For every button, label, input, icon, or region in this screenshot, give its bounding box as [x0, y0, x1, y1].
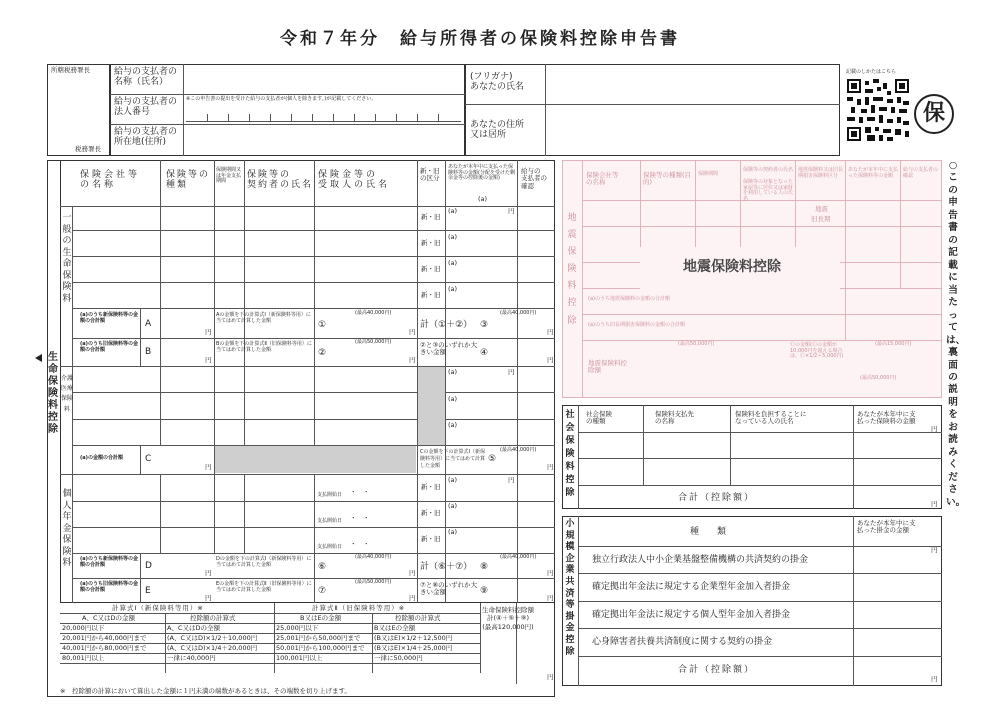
- quake-col-company: 保険会社等 の名称: [586, 171, 619, 187]
- quake-max50: (最高50,000円): [678, 341, 715, 347]
- c6-yen: 円: [409, 569, 416, 577]
- calc1-label: Aの金額を下の計算式Ⅰ（新保険料等用）に当てはめて計算した金額: [216, 312, 311, 324]
- life-total-label: 生命保険料控除額 計(④＋⑤＋⑨) (最高120,000円): [482, 606, 534, 631]
- total-12: 計（①＋②）: [420, 320, 473, 330]
- f2-row-3-calc: (B又はE)×1/4＋25,000円: [374, 644, 453, 652]
- f1-row-4-amount: 80,001円以上: [62, 654, 105, 662]
- sum-e-letter: E: [145, 586, 151, 596]
- c3-mark: ③: [480, 320, 489, 330]
- col-newold: 新・旧 の区分: [420, 167, 440, 183]
- formula1-title: 計算式Ⅰ（新保険料等用）※: [112, 604, 204, 612]
- office-label: 所轄税務署長: [51, 66, 90, 74]
- col-recipient: 保険金等の 受取人の氏名: [318, 170, 391, 191]
- f2-row-2-amount: 25,001円から50,000円まで: [276, 634, 361, 642]
- quake-col-class: 地震保険料又は旧長期損害保険料区分: [798, 167, 844, 179]
- sum-c-label: (a)の金額の合計額: [80, 455, 123, 461]
- newold-2[interactable]: 新・旧: [421, 239, 441, 247]
- c7-yen: 円: [409, 594, 416, 602]
- newold-7[interactable]: 新・旧: [421, 535, 441, 543]
- f2-header-calc: 控除額の計算式: [395, 614, 441, 622]
- sum-c-yen: 円: [205, 463, 212, 471]
- calc2-label: Bの金額を下の計算式Ⅱ（旧保険料等用）に当てはめて計算した金額: [216, 341, 312, 353]
- larger2-label: ⑦と⑧のいずれか大きい金額: [420, 581, 478, 597]
- sum-e-label: (a)のうち旧保険料等の金額の合計額: [80, 581, 138, 593]
- pension-start-1: 支払開始日: [317, 492, 343, 498]
- calc-d-label: Dの金額を下の計算式Ⅰ（新保険料等用）に当てはめて計算した金額: [216, 556, 312, 568]
- c1-mark: ①: [318, 320, 327, 330]
- col-company: 保険会社等 の名称: [80, 170, 141, 191]
- a-mark-6: (a): [448, 395, 458, 403]
- f2-row-1-amount: 25,000円以下: [276, 624, 319, 632]
- a-mark-3: (a): [448, 259, 458, 267]
- a-mark-9: (a): [448, 502, 458, 510]
- page-title: 令和７年分 給与所得者の保険料控除申告書: [280, 29, 680, 49]
- sum-a-letter: A: [145, 319, 152, 329]
- c9-mark: ⑨: [480, 586, 489, 596]
- payer-address-label: 給与の支払者の 所在地(住所): [114, 127, 178, 148]
- quake-opt2[interactable]: 旧長期: [811, 215, 831, 223]
- newold-5[interactable]: 新・旧: [421, 483, 441, 491]
- sum-b-yen: 円: [205, 356, 212, 364]
- f2-row-1-calc: B又はEの全額: [374, 624, 416, 632]
- sum-b-label: (a)のうち旧保険料等の金額の合計額: [80, 341, 138, 353]
- quake-col-target: 保険等の対象となった家屋等に居住又は家財を利用している人の氏名: [743, 179, 794, 202]
- quake-col-period: 保険期間: [698, 171, 719, 177]
- yen-1: 円: [508, 207, 515, 215]
- small-biz-row-1: 独立行政法人中小企業基盤整備機構の共済契約の掛金: [592, 555, 809, 565]
- care-calc-shade: [215, 446, 416, 473]
- calc-e-label: Eの金額を下の計算式Ⅱ（旧保険料等用）に当てはめて計算した金額: [216, 581, 312, 593]
- date-2[interactable]: ・ ・: [350, 514, 370, 522]
- quake-max50-2: (最高50,000円): [860, 375, 897, 381]
- quake-col-paid: あなたが本年中に支払った保険料等の金額: [848, 167, 899, 179]
- formula2-title: 計算式Ⅱ（旧保険料等用）※: [312, 604, 406, 612]
- col-period: 保険期間又は年金支払期間: [216, 167, 242, 184]
- quake-calc-note: Ⓒの金額(Ⓒの金額が10,000円を超える場合は、Ⓒ×1/2＋5,000円): [790, 342, 844, 359]
- quake-max15: (最高15,000円): [875, 341, 912, 347]
- quake-col-contractor: 保険等の契約者の氏名: [743, 167, 794, 173]
- quake-col-kind: 保険等の種類(目的): [643, 171, 692, 187]
- seal-icon: 保: [914, 94, 954, 134]
- date-1[interactable]: ・ ・: [350, 488, 370, 496]
- social-total-yen: 円: [931, 500, 938, 508]
- yen-8: 円: [508, 476, 515, 484]
- newold-6[interactable]: 新・旧: [421, 509, 441, 517]
- sum-c-letter: C: [145, 454, 152, 464]
- col-payer: 給与の 支払者の 確認: [521, 167, 547, 190]
- f1-header-amount: A、C又はDの金額: [82, 614, 135, 622]
- office-suffix: 税務署長: [75, 145, 101, 153]
- general-life-label: 一般の生命保険料: [62, 213, 72, 304]
- quake-col-payer: 給与の支払者の確認: [903, 167, 939, 179]
- total-67: 計（⑥＋⑦）: [420, 562, 473, 572]
- care-newold-shade: [418, 367, 445, 445]
- qr-caption: 記載のしかたはこちら: [846, 69, 897, 75]
- date-3[interactable]: ・ ・: [350, 540, 370, 548]
- small-biz-row-3: 確定拠出年金法に規定する個人型年金加入者掛金: [592, 610, 791, 620]
- sum-d-yen: 円: [205, 569, 212, 577]
- social-col-bearer: 保険料を負担することに なっている人の氏名: [735, 410, 807, 426]
- small-biz-total-yen: 円: [931, 675, 938, 683]
- sum-e-yen: 円: [205, 594, 212, 602]
- f1-header-calc: 控除額の計算式: [190, 614, 236, 622]
- f2-row-4-calc: 一律に50,000円: [374, 654, 423, 662]
- social-col-payee: 保険料支払先 の名称: [655, 410, 694, 426]
- newold-3[interactable]: 新・旧: [421, 265, 441, 273]
- max40-1: (最高40,000円): [355, 310, 392, 316]
- c4-mark: ④: [480, 348, 489, 358]
- quake-opt1[interactable]: 地震: [815, 205, 828, 213]
- calc-c-label: Cの金額を下の計算式Ⅰ（新保険料等用）に当てはめて計算した金額: [420, 449, 486, 469]
- corporate-number-boxes[interactable]: [186, 108, 461, 122]
- social-side-label: 社会保険料控除: [565, 410, 575, 499]
- small-biz-col-kind: 種 類: [690, 527, 727, 537]
- small-biz-side-label: 小規模企業共済等掛金控除: [565, 519, 575, 657]
- f1-row-3-amount: 40,001円から80,000円まで: [62, 644, 147, 652]
- furigana-label: (フリガナ) あなたの氏名: [470, 72, 525, 93]
- qr-code-icon[interactable]: [847, 79, 909, 141]
- quake-side-label: 地震保険料控除: [567, 213, 577, 326]
- col-contractor: 保険等の 契約者の氏名: [247, 170, 314, 191]
- max40-3: (最高40,000円): [500, 447, 537, 453]
- pension-start-3: 支払開始日: [317, 544, 343, 550]
- c5-mark: ⑤: [488, 454, 497, 464]
- pension-start-2: 支払開始日: [317, 518, 343, 524]
- f2-row-2-calc: (B又はE)×1/2＋12,500円: [374, 634, 453, 642]
- yen-5: 円: [508, 368, 515, 376]
- c9-yen: 円: [547, 594, 554, 602]
- sum-b-letter: B: [145, 347, 152, 357]
- quake-row-sum2: (a)のうち旧長期損害保険料の金額の合計額: [588, 322, 685, 328]
- pension-label: 個人年金保険料: [62, 489, 72, 569]
- header-office-box: [47, 64, 110, 156]
- max40-5: (最高40,000円): [500, 554, 537, 560]
- a-mark-5: (a): [448, 368, 458, 376]
- small-biz-yen: 円: [931, 546, 938, 554]
- f2-row-3-amount: 50,001円から100,000円まで: [276, 644, 365, 652]
- c5-yen: 円: [547, 463, 554, 471]
- quake-row-sum1: (a)のうち地震保険料の金額の合計額: [588, 296, 670, 302]
- social-col-kind: 社会保険 の種類: [586, 410, 612, 426]
- quake-title: 地震保険料控除: [683, 259, 781, 275]
- social-yen: 円: [931, 425, 938, 433]
- f2-row-4-amount: 100,001円以上: [276, 654, 323, 662]
- a-mark-2: (a): [448, 233, 458, 241]
- newold-1[interactable]: 新・旧: [421, 213, 441, 221]
- c4-yen: 円: [547, 356, 554, 364]
- c8-yen: 円: [547, 569, 554, 577]
- f2-header-amount: B又はEの金額: [300, 614, 342, 622]
- side-note: ○この申告書の記載に当たっては、裏面の説明をお読みください。: [946, 160, 966, 508]
- quake-deduct-label: 地震保険料控除額: [588, 359, 627, 375]
- payer-number-label: 給与の支払者の 法人番号: [114, 97, 178, 118]
- f1-row-1-amount: 20,000円以下: [62, 624, 105, 632]
- small-biz-total: 合計（控除額）: [678, 665, 756, 675]
- col-paid-a: (a): [478, 195, 488, 203]
- social-col-paid: あなたが本年中に支 払った保険料の金額: [857, 410, 916, 426]
- a-mark-1: (a): [448, 207, 458, 215]
- larger-label: ②と③のいずれか大きい金額: [420, 341, 478, 357]
- c8-mark: ⑧: [480, 562, 489, 572]
- c1-yen: 円: [409, 328, 416, 336]
- payer-name-label: 給与の支払者の 名称（氏名）: [114, 67, 178, 88]
- small-biz-row-4: 心身障害者扶養共済制度に関する契約の掛金: [592, 637, 773, 647]
- sum-d-label: (a)のうち新保険料等の金額の合計額: [80, 556, 138, 568]
- sum-a-yen: 円: [205, 328, 212, 336]
- col-kind: 保険等の 種類: [166, 170, 211, 191]
- f1-row-3-calc: (A、C又はD)×1/4＋20,000円: [167, 644, 258, 652]
- social-total: 合計（控除額）: [678, 493, 756, 503]
- life-total-yen: 円: [547, 673, 554, 681]
- sum-d-letter: D: [145, 561, 152, 571]
- newold-4[interactable]: 新・旧: [421, 291, 441, 299]
- max50-1: (最高50,000円): [355, 339, 392, 345]
- payer-number-note: ※この申告書の提出を受けた給与の支払者が(個人を除きます。)が記載してください。: [186, 96, 377, 102]
- c7-mark: ⑦: [318, 586, 327, 596]
- small-biz-row-2: 確定拠出年金法に規定する企業型年金加入者掛金: [592, 582, 791, 592]
- a-mark-10: (a): [448, 528, 458, 536]
- sum-a-label: (a)のうち新保険料等の金額の合計額: [80, 312, 138, 324]
- address-label: あなたの住所 又は居所: [470, 120, 525, 141]
- care-label: 介護医療保険料: [61, 375, 74, 413]
- a-mark-4: (a): [448, 285, 458, 293]
- col-paid: あなたが本年中に支払った保険料等の金額(分配を受けた剰余金等の控除後の金額): [448, 164, 515, 181]
- small-biz-col-paid: あなたが本年中に支 払った掛金の金額: [857, 519, 916, 535]
- max40-4: (最高40,000円): [355, 554, 392, 560]
- c3-yen: 円: [547, 328, 554, 336]
- life-side-label: 生命保険料控除: [48, 352, 58, 435]
- a-mark-8: (a): [448, 476, 458, 484]
- f1-row-2-calc: (A、C又はD)×1/2＋10,000円: [167, 634, 258, 642]
- max50-2: (最高50,000円): [355, 579, 392, 585]
- formula-footnote: ※ 控除額の計算において算出した金額に１円未満の端数があるときは、その端数を切り上げます。: [60, 687, 351, 695]
- c2-yen: 円: [409, 356, 416, 364]
- left-arrow-icon: [35, 354, 42, 362]
- f1-row-4-calc: 一律に40,000円: [167, 654, 216, 662]
- a-mark-7: (a): [448, 421, 458, 429]
- c2-mark: ②: [318, 348, 327, 358]
- f1-row-1-calc: A、C又はDの全額: [167, 624, 220, 632]
- max40-2: (最高40,000円): [500, 310, 537, 316]
- c6-mark: ⑥: [318, 562, 327, 572]
- f1-row-2-amount: 20,001円から40,000円まで: [62, 634, 147, 642]
